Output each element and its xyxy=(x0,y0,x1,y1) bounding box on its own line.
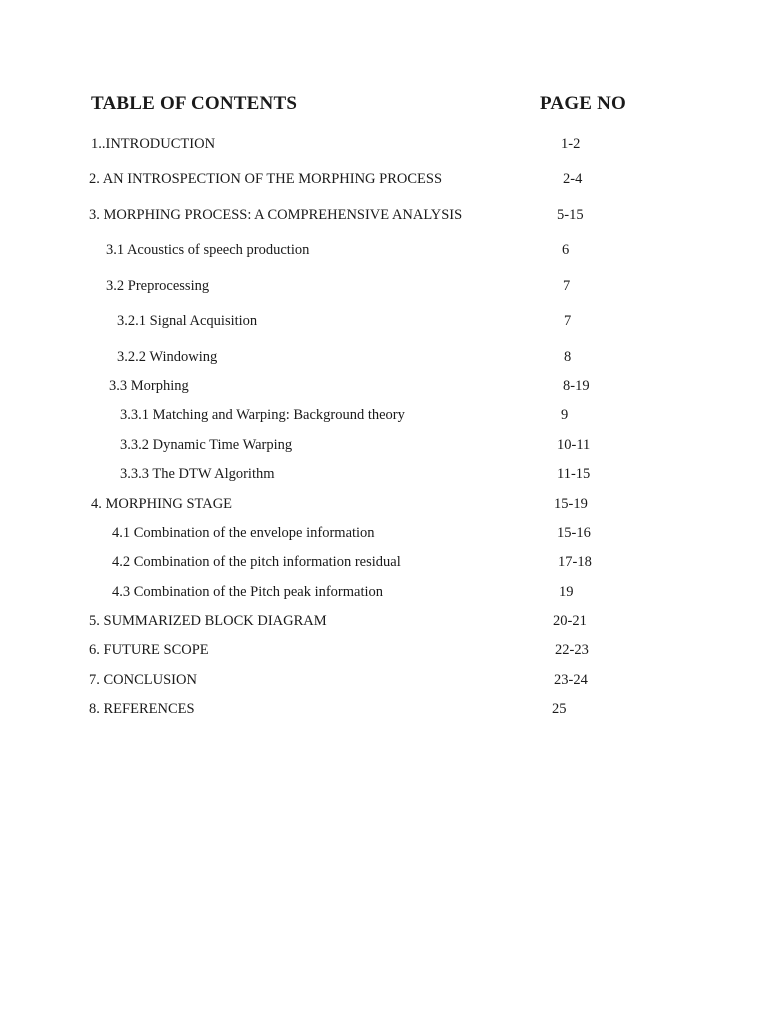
toc-entry-label: 4. MORPHING STAGE xyxy=(91,496,233,512)
toc-entry-page: 20-21 xyxy=(553,613,587,629)
toc-entry-page: 10-11 xyxy=(557,437,591,453)
toc-entry-page: 15-19 xyxy=(554,496,588,512)
toc-entry-page: 2-4 xyxy=(563,171,583,187)
toc-entry-label: 8. REFERENCES xyxy=(89,701,195,717)
toc-entry-pitch-residual xyxy=(0,552,768,572)
toc-entry-signal-acquisition xyxy=(0,311,768,331)
toc-entry-page: 7 xyxy=(564,313,572,329)
toc-entry-label: 5. SUMMARIZED BLOCK DIAGRAM xyxy=(89,613,327,629)
toc-entry-acoustics xyxy=(0,240,768,260)
toc-entry-label: 6. FUTURE SCOPE xyxy=(89,642,209,658)
toc-entry-morphing xyxy=(0,376,768,396)
toc-entry-page: 5-15 xyxy=(557,207,584,223)
toc-entry-page: 8 xyxy=(564,349,572,365)
toc-entry-page: 11-15 xyxy=(557,466,591,482)
toc-entry-introspection xyxy=(0,169,768,189)
toc-entry-page: 22-23 xyxy=(555,642,589,658)
toc-entry-label: 3.3.1 Matching and Warping: Background theory xyxy=(120,407,405,423)
toc-entry-label: 3. MORPHING PROCESS: A COMPREHENSIVE ANALYSIS xyxy=(89,207,463,223)
toc-entry-page: 25 xyxy=(552,701,567,717)
toc-entry-page: 23-24 xyxy=(554,672,588,688)
toc-entry-morphing-process xyxy=(0,205,768,225)
toc-entry-label: 3.1 Acoustics of speech production xyxy=(106,242,310,258)
toc-entry-introduction xyxy=(0,134,768,154)
toc-entry-label: 3.2 Preprocessing xyxy=(106,278,210,294)
toc-entry-conclusion xyxy=(0,670,768,690)
toc-heading: TABLE OF CONTENTS xyxy=(91,93,298,114)
toc-entry-label: 3.2.2 Windowing xyxy=(117,349,218,365)
toc-entry-block-diagram xyxy=(0,611,768,631)
toc-entry-envelope xyxy=(0,523,768,543)
toc-entry-page: 17-18 xyxy=(558,554,592,570)
toc-entry-pitch-peak xyxy=(0,582,768,602)
toc-entry-label: 4.3 Combination of the Pitch peak information xyxy=(112,584,384,600)
toc-entry-label: 1..INTRODUCTION xyxy=(91,136,216,152)
toc-entry-label: 3.3 Morphing xyxy=(109,378,189,394)
toc-entry-references xyxy=(0,699,768,719)
toc-entry-label: 4.1 Combination of the envelope information xyxy=(112,525,375,541)
toc-entry-label: 4.2 Combination of the pitch information residual xyxy=(112,554,401,570)
toc-entry-preprocessing xyxy=(0,276,768,296)
toc-entry-morphing-stage xyxy=(0,494,768,514)
toc-entry-label: 3.2.1 Signal Acquisition xyxy=(117,313,258,329)
toc-entry-label: 2. AN INTROSPECTION OF THE MORPHING PROCESS xyxy=(89,171,443,187)
toc-entry-windowing xyxy=(0,347,768,367)
toc-entry-dynamic-time-warping xyxy=(0,435,768,455)
toc-entry-label: 3.3.2 Dynamic Time Warping xyxy=(120,437,293,453)
page-no-heading: PAGE NO xyxy=(540,93,627,114)
toc-entry-page: 8-19 xyxy=(563,378,590,394)
toc-entry-page: 15-16 xyxy=(557,525,591,541)
toc-entry-future-scope xyxy=(0,640,768,660)
toc-entry-page: 19 xyxy=(559,584,574,600)
toc-entry-matching-warping xyxy=(0,405,768,425)
toc-entry-page: 1-2 xyxy=(561,136,581,152)
toc-entry-label: 3.3.3 The DTW Algorithm xyxy=(120,466,275,482)
toc-entry-label: 7. CONCLUSION xyxy=(89,672,197,688)
toc-entry-page: 9 xyxy=(561,407,569,423)
toc-entry-page: 7 xyxy=(563,278,571,294)
toc-entry-dtw-algorithm xyxy=(0,464,768,484)
toc-entry-page: 6 xyxy=(562,242,570,258)
